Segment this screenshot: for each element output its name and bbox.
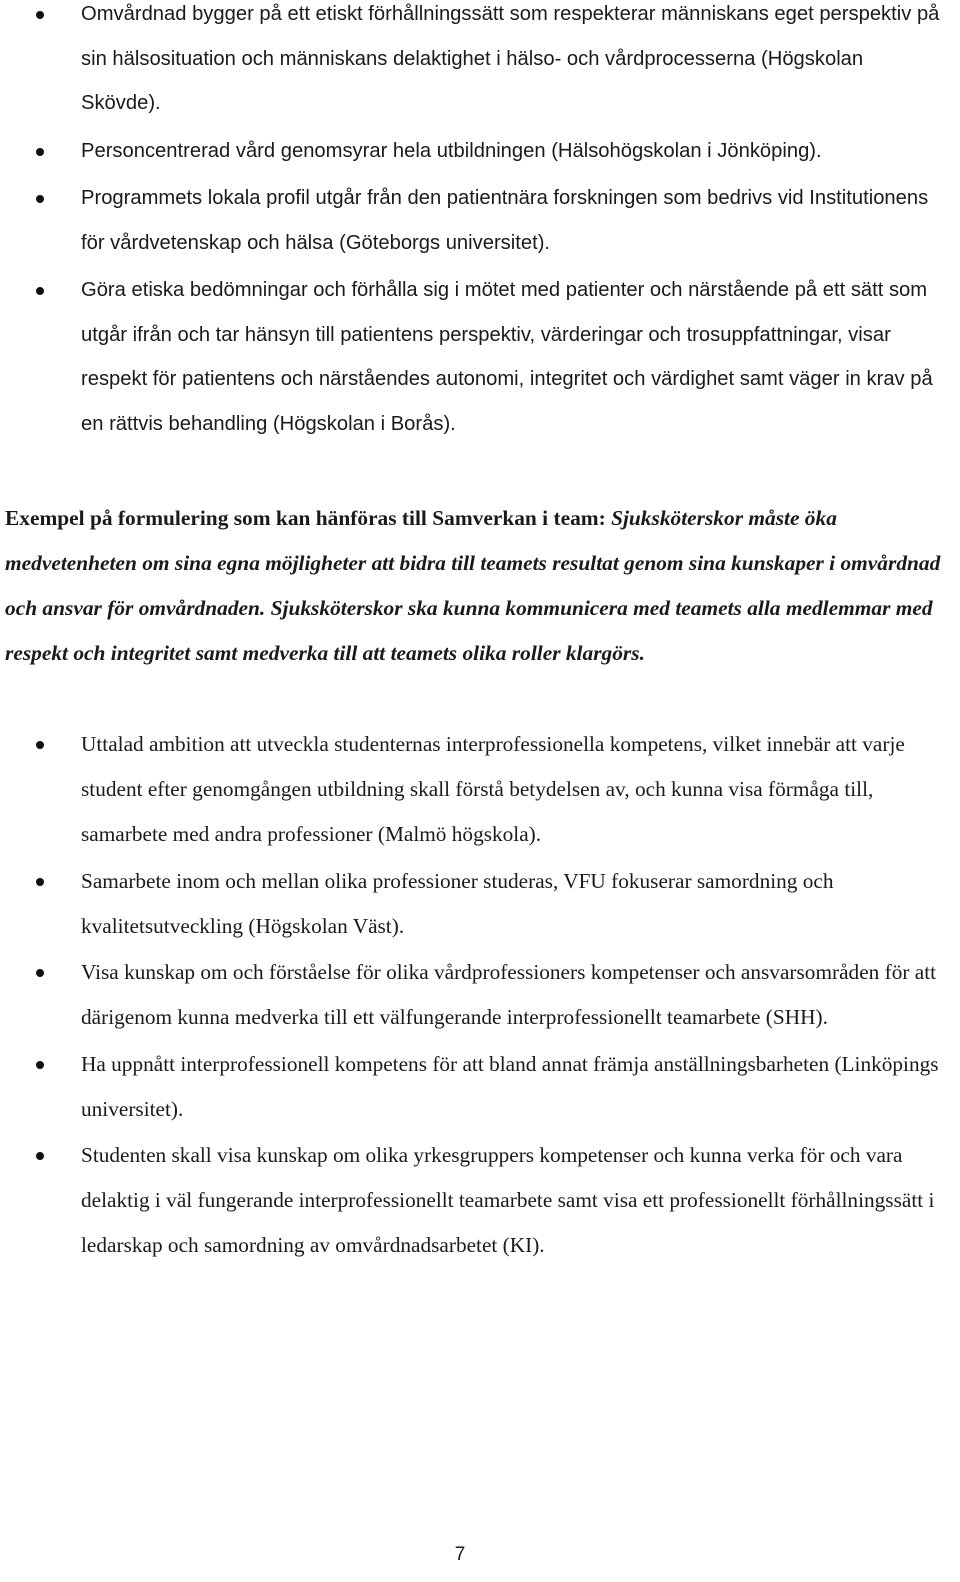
example-paragraph	[5, 496, 953, 676]
bullet-icon	[36, 287, 44, 295]
bullet-list-bottom	[0, 722, 952, 1270]
bullet-icon	[36, 1061, 44, 1069]
list-item-text: Uttalad ambition att utveckla studenternas interprofessionella kompetens, vilket innebär att varje student efter genomgången utbildning skall förstå betydelsen av, och kunna visa förmåga till, samarbete med andra professioner (Malmö högskola).	[81, 732, 905, 846]
list-item	[0, 0, 952, 126]
example-colon: :	[598, 506, 606, 530]
list-item	[0, 268, 952, 446]
list-item-text: Programmets lokala profil utgår från den patientnära forskningen som bedrivs vid Institutionens för vårdvetenskap och hälsa (Göteborgs universitet).	[81, 187, 929, 254]
bullet-icon	[36, 878, 44, 886]
list-item	[0, 722, 952, 857]
list-item	[0, 129, 952, 174]
page-number: 7	[454, 1544, 466, 1565]
bullet-icon	[36, 1152, 44, 1160]
example-lead: Exempel på formulering som kan hänföras till Samverkan i team	[5, 506, 599, 530]
list-item-text: Samarbete inom och mellan olika professioner studeras, VFU fokuserar samordning och kvalitetsutveckling (Högskolan Väst).	[81, 868, 834, 938]
list-item-text: Visa kunskap om och förståelse för olika vårdprofessioners kompetenser och ansvarsområden för att därigenom kunna medverka till ett välfungerande interprofessionellt teamarbete (SHH).	[81, 960, 937, 1029]
example-quote: Sjuksköterskor måste öka medvetenheten om sina egna möjligheter att bidra till teamets resultat genom sina kunskaper i omvårdnad och ansvar för omvårdnaden. Sjuksköterskor ska kunna kommunicera med teamets alla medlemmar med respekt och integritet samt medverka till att teamets olika roller klargörs.	[5, 506, 941, 665]
list-item-text: Göra etiska bedömningar och förhålla sig i mötet med patienter och närstående på ett sätt som utgår ifrån och tar hänsyn till patientens perspektiv, värderingar och trosuppfattningar, visar respekt för patientens och närståendes autonomi, integritet och värdighet samt väger in krav på en rättvis behandling (Högskolan i Borås).	[81, 279, 933, 435]
list-item	[0, 1042, 952, 1132]
list-item	[0, 950, 952, 1040]
list-item-text: Personcentrerad vård genomsyrar hela utbildningen (Hälsohögskolan i Jönköping).	[81, 139, 822, 162]
list-item-text: Omvårdnad bygger på ett etiskt förhållningssätt som respekterar människans eget perspektiv på sin hälsosituation och människans delaktighet i hälso- och vårdprocesserna (Högskolan Skövde).	[81, 3, 940, 114]
bullet-icon	[36, 148, 44, 156]
list-item-text: Ha uppnått interprofessionell kompetens för att bland annat främja anställningsbarheten (Linköpings universitet).	[81, 1051, 939, 1121]
list-item	[0, 1133, 952, 1268]
bullet-icon	[36, 11, 44, 19]
bullet-list-top	[0, 0, 952, 449]
list-item	[0, 176, 952, 265]
list-item	[0, 859, 952, 949]
bullet-icon	[36, 969, 44, 977]
list-item-text: Studenten skall visa kunskap om olika yrkesgruppers kompetenser och kunna verka för och vara delaktig i väl fungerande interprofessionellt teamarbete samt visa ett professionellt förhållningssätt i ledarskap och samordning av omvårdnadsarbetet (KI).	[81, 1143, 935, 1257]
bullet-icon	[36, 741, 44, 749]
bullet-icon	[36, 195, 44, 203]
